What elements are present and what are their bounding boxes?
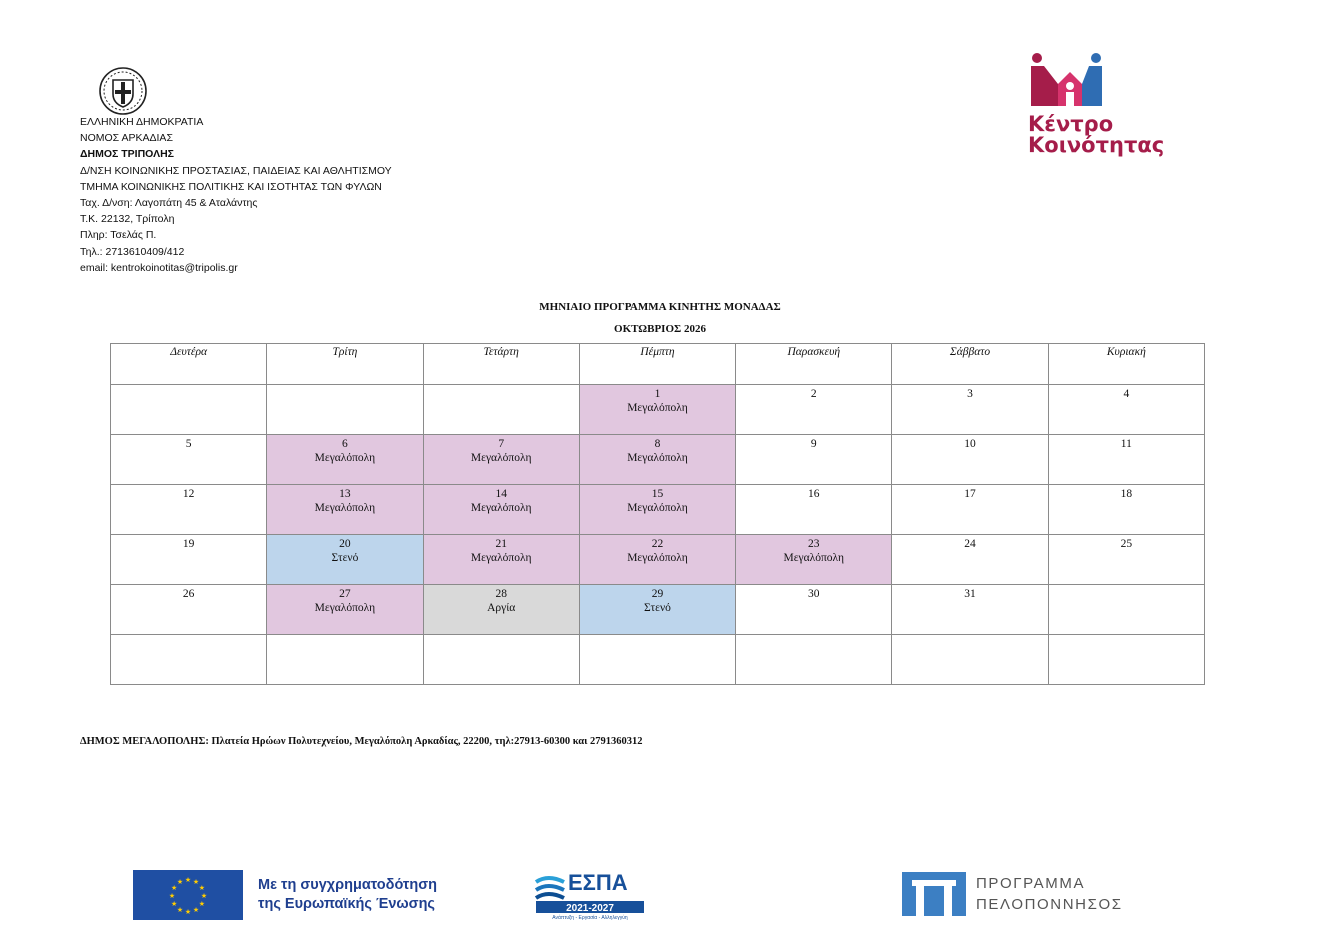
eu-star-icon: ★: [192, 879, 200, 887]
calendar-day-cell: [423, 635, 579, 685]
day-number: 22: [651, 538, 664, 550]
eu-star-icon: ★: [184, 877, 192, 884]
header-line: Τηλ.: 2713610409/412: [80, 245, 185, 258]
calendar-day-cell: [736, 585, 892, 635]
calendar-week-row: [111, 585, 1205, 635]
espa-subtitle: Ανάπτυξη - Εργασία - Αλληλεγγύη: [552, 915, 628, 920]
weekday-header: Κυριακή: [1048, 344, 1204, 385]
calendar-day-cell: [423, 585, 579, 635]
eu-star-icon: ★: [198, 901, 206, 908]
day-number: 5: [185, 438, 192, 450]
header-line: ΝΟΜΟΣ ΑΡΚΑΔΙΑΣ: [80, 132, 173, 145]
day-number: 4: [1123, 388, 1130, 400]
header-line: Δ/ΝΣΗ ΚΟΙΝΩΝΙΚΗΣ ΠΡΟΣΤΑΣΙΑΣ, ΠΑΙΔΕΙΑΣ ΚΑΙ ΑΘΛΗΤΙΣΜΟΥ: [80, 164, 392, 177]
calendar-day-cell: [579, 535, 735, 585]
day-number: 15: [651, 488, 664, 500]
day-number: 31: [964, 588, 976, 600]
calendar-day-cell: [579, 635, 735, 685]
peloponnisos-program-logo-icon: [902, 872, 966, 916]
eu-star-icon: ★: [198, 885, 206, 892]
calendar-week-row: [111, 485, 1205, 535]
eu-star-icon: ★: [168, 893, 176, 900]
calendar-day-cell: [111, 535, 267, 585]
day-location: Αργία: [487, 602, 516, 614]
day-location: Μεγαλόπολη: [314, 502, 376, 514]
calendar-week-row: [111, 435, 1205, 485]
day-number: 10: [964, 438, 976, 450]
day-number: 11: [1120, 438, 1132, 450]
eu-star-icon: ★: [170, 885, 178, 892]
eu-star-icon: ★: [192, 906, 200, 914]
calendar-day-cell: [892, 635, 1048, 685]
day-number: 13: [339, 488, 351, 500]
calendar-day-cell: [111, 635, 267, 685]
header-line: Πληρ: Τσελάς Π.: [80, 229, 157, 242]
calendar-day-cell: [267, 435, 423, 485]
calendar-day-cell: [267, 385, 423, 435]
day-location: Μεγαλόπολη: [470, 452, 532, 464]
day-number: 8: [654, 438, 661, 450]
calendar-day-cell: [736, 385, 892, 435]
calendar-day-cell: [423, 535, 579, 585]
calendar-day-cell: [1048, 535, 1204, 585]
header-line: Ταχ. Δ/νση: Λαγοπάτη 45 & Αταλάντης: [80, 197, 258, 210]
calendar-day-cell: [1048, 585, 1204, 635]
day-number: 17: [964, 488, 976, 500]
day-number: 30: [808, 588, 820, 600]
peloponnisos-program-text: ΠΡΟΓΡΑΜΜΑ ΠΕΛΟΠΟΝΝΗΣΟΣ: [976, 875, 1123, 913]
day-number: 23: [808, 538, 820, 550]
eu-star-icon: ★: [176, 906, 184, 914]
calendar-day-cell: [736, 485, 892, 535]
eu-star-icon: ★: [176, 879, 184, 887]
weekday-header: Παρασκευή: [736, 344, 892, 385]
calendar-day-cell: [111, 385, 267, 435]
weekday-header: Τρίτη: [267, 344, 423, 385]
calendar-day-cell: [579, 385, 735, 435]
day-number: 12: [182, 488, 195, 500]
calendar-day-cell: [736, 435, 892, 485]
weekday-header-row: [111, 344, 1205, 385]
eu-star-icon: ★: [170, 901, 178, 908]
espa-years: 2021-2027: [566, 903, 614, 914]
eu-star-icon: ★: [184, 909, 192, 916]
document-title: ΜΗΝΙΑΙΟ ΠΡΟΓΡΑΜΜΑ ΚΙΝΗΤΗΣ ΜΟΝΑΔΑΣ: [539, 301, 781, 313]
calendar-day-cell: [423, 385, 579, 435]
calendar-day-cell: [423, 485, 579, 535]
calendar-day-cell: [892, 485, 1048, 535]
day-location: Μεγαλόπολη: [627, 452, 688, 464]
header-line: ΔΗΜΟΣ ΤΡΙΠΟΛΗΣ: [80, 148, 174, 161]
header-line: ΕΛΛΗΝΙΚΗ ΔΗΜΟΚΡΑΤΙΑ: [80, 116, 204, 128]
day-number: 1: [654, 388, 661, 400]
header-line: email: kentrokoinotitas@tripolis.gr: [80, 261, 238, 274]
day-number: 3: [967, 388, 973, 400]
day-location: Μεγαλόπολη: [627, 552, 688, 564]
day-number: 27: [339, 588, 351, 600]
calendar-day-cell: [579, 435, 735, 485]
espa-logo-icon: [534, 868, 646, 920]
kentro-koinotitas-logo-text: Κέντρο Κοινότητας: [1028, 112, 1165, 157]
day-location: Μεγαλόπολη: [627, 402, 688, 414]
day-number: 24: [964, 538, 976, 550]
weekday-header: Δευτέρα: [111, 344, 267, 385]
calendar-day-cell: [111, 585, 267, 635]
eu-cofunding-text: Με τη συγχρηματοδότηση της Ευρωπαϊκής Ένωσης: [258, 877, 438, 912]
calendar-day-cell: [736, 535, 892, 585]
calendar-day-cell: [736, 635, 892, 685]
day-number: 29: [651, 588, 664, 600]
calendar-day-cell: [423, 435, 579, 485]
calendar-week-row: [111, 535, 1205, 585]
day-location: Στενό: [644, 602, 671, 614]
calendar-day-cell: [579, 585, 735, 635]
municipality-address: ΔΗΜΟΣ ΜΕΓΑΛΟΠΟΛΗΣ: Πλατεία Ηρώων Πολυτεχνείου, Μεγαλόπολη Αρκαδίας, 22200, τηλ:27913-60300 και 2791360312: [80, 736, 643, 747]
greek-emblem-icon: [98, 66, 148, 116]
day-number: 26: [182, 588, 195, 600]
calendar-day-cell: [267, 585, 423, 635]
espa-title: ΕΣΠΑ: [568, 870, 628, 895]
day-number: 7: [498, 438, 505, 450]
day-location: Στενό: [331, 552, 359, 564]
day-number: 19: [182, 538, 195, 550]
day-number: 14: [495, 488, 507, 500]
header-line: Τ.Κ. 22132, Τρίπολη: [80, 213, 175, 226]
day-number: 6: [342, 438, 348, 450]
calendar-day-cell: [892, 585, 1048, 635]
day-number: 9: [810, 438, 817, 450]
calendar-day-cell: [892, 535, 1048, 585]
month-title: ΟΚΤΩΒΡΙΟΣ 2026: [614, 323, 706, 335]
day-number: 20: [339, 538, 351, 550]
day-number: 2: [810, 388, 817, 400]
calendar-day-cell: [111, 485, 267, 535]
calendar-day-cell: [1048, 385, 1204, 435]
weekday-header: Σάββατο: [892, 344, 1048, 385]
eu-star-icon: ★: [200, 893, 208, 900]
calendar-day-cell: [267, 635, 423, 685]
calendar-day-cell: [1048, 435, 1204, 485]
day-number: 25: [1120, 538, 1133, 550]
calendar-week-row: [111, 385, 1205, 435]
calendar-day-cell: [111, 435, 267, 485]
day-number: 28: [495, 588, 507, 600]
calendar-day-cell: [1048, 485, 1204, 535]
calendar-day-cell: [892, 435, 1048, 485]
calendar-day-cell: [579, 485, 735, 535]
day-location: Μεγαλόπολη: [314, 452, 376, 464]
day-number: 21: [495, 538, 507, 550]
calendar-day-cell: [892, 385, 1048, 435]
calendar-day-cell: [267, 485, 423, 535]
eu-flag-icon: [133, 870, 243, 920]
header-line: ΤΜΗΜΑ ΚΟΙΝΩΝΙΚΗΣ ΠΟΛΙΤΙΚΗΣ ΚΑΙ ΙΣΟΤΗΤΑΣ ΤΩΝ ΦΥΛΩΝ: [80, 180, 382, 193]
monthly-calendar: [110, 343, 1205, 685]
day-location: Μεγαλόπολη: [470, 502, 532, 514]
day-number: 16: [808, 488, 820, 500]
calendar-day-cell: [267, 535, 423, 585]
calendar-week-row: [111, 635, 1205, 685]
day-location: Μεγαλόπολη: [314, 602, 376, 614]
weekday-header: Πέμπτη: [579, 344, 735, 385]
weekday-header: Τετάρτη: [423, 344, 579, 385]
day-number: 18: [1120, 488, 1133, 500]
calendar-day-cell: [1048, 635, 1204, 685]
day-location: Μεγαλόπολη: [783, 552, 845, 564]
day-location: Μεγαλόπολη: [470, 552, 532, 564]
sender-header: [80, 114, 392, 276]
day-location: Μεγαλόπολη: [627, 502, 688, 514]
